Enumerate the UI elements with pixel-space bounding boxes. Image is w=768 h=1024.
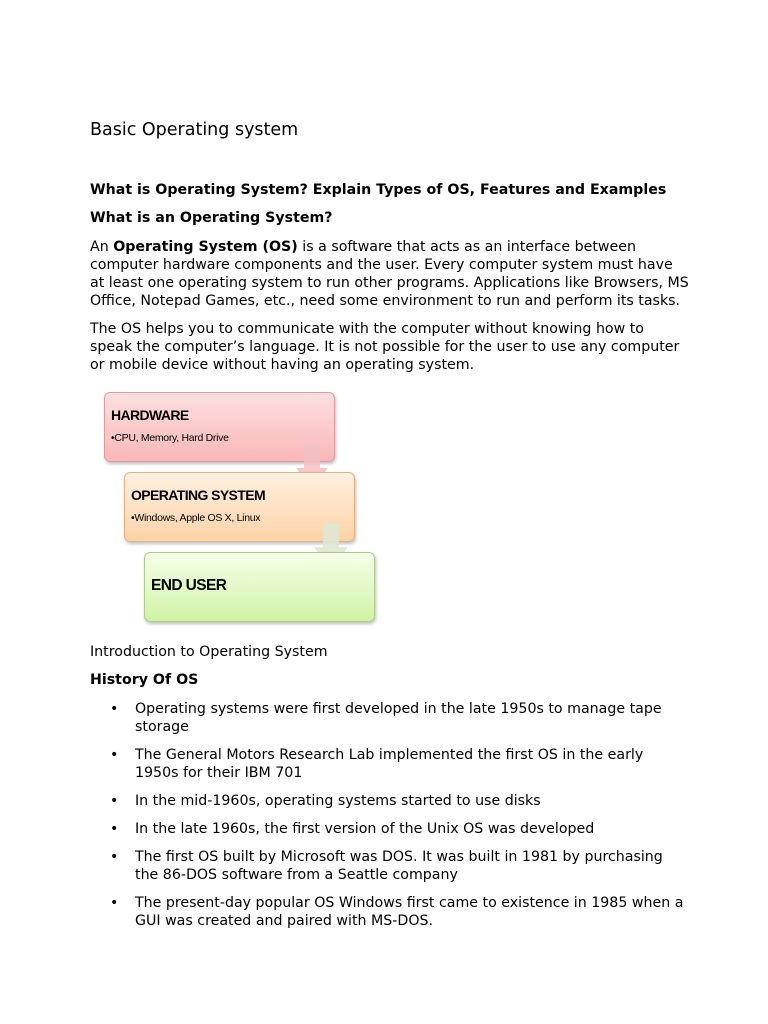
paragraph-os-definition bbox=[90, 238, 690, 310]
os-subtitle: •Windows, Apple OS X, Linux bbox=[131, 512, 261, 524]
bullet: • bbox=[110, 701, 119, 717]
bullet: • bbox=[110, 895, 119, 911]
paragraph-os-communication: The OS helps you to communicate with the computer without knowing how to speak the computer’s language. It is not possible for the user to use any computer or mobile device without having an operating system. bbox=[90, 321, 680, 373]
list-item: • In the mid-1960s, operating systems started to use disks bbox=[110, 793, 541, 809]
list-item: • The General Motors Research Lab implemented the first OS in the early 1950s for their IBM 701 bbox=[110, 747, 644, 781]
section-heading-what-is-os: What is an Operating System? bbox=[90, 210, 333, 226]
para1-prefix: An bbox=[90, 239, 114, 255]
hardware-title: HARDWARE bbox=[111, 407, 189, 423]
section-heading-history: History Of OS bbox=[90, 672, 199, 688]
bullet: • bbox=[110, 793, 119, 809]
intro-caption: Introduction to Operating System bbox=[90, 644, 328, 660]
list-item: • Operating systems were first developed in the late 1950s to manage tape storage bbox=[110, 701, 662, 735]
os-layers-diagram bbox=[104, 392, 394, 628]
end-user-box bbox=[144, 552, 375, 622]
document-title: Basic Operating system bbox=[90, 120, 299, 140]
list-item: • The first OS built by Microsoft was DOS. It was built in 1981 by purchasing the 86-DOS software from a Seattle company bbox=[110, 849, 663, 883]
bullet: • bbox=[110, 849, 119, 865]
para1-bold-term: Operating System (OS) bbox=[113, 239, 298, 255]
end-user-title: END USER bbox=[151, 577, 227, 594]
bullet: • bbox=[110, 821, 119, 837]
para1-rest: is a software that acts as an interface between computer hardware components and the user. Every computer system must have at least one operating system to run other programs. Applications like Browsers, MS Office, Notepad Games, etc., need some environment to run and perform its tasks. bbox=[90, 239, 689, 309]
hardware-subtitle: •CPU, Memory, Hard Drive bbox=[111, 432, 229, 444]
article-heading: What is Operating System? Explain Types of OS, Features and Examples bbox=[90, 182, 667, 198]
list-item: • The present-day popular OS Windows first came to existence in 1985 when a GUI was created and paired with MS-DOS. bbox=[110, 895, 684, 929]
bullet: • bbox=[110, 747, 119, 763]
list-item: • In the late 1960s, the first version of the Unix OS was developed bbox=[110, 821, 595, 837]
os-title: OPERATING SYSTEM bbox=[131, 487, 266, 503]
history-list bbox=[90, 700, 690, 940]
